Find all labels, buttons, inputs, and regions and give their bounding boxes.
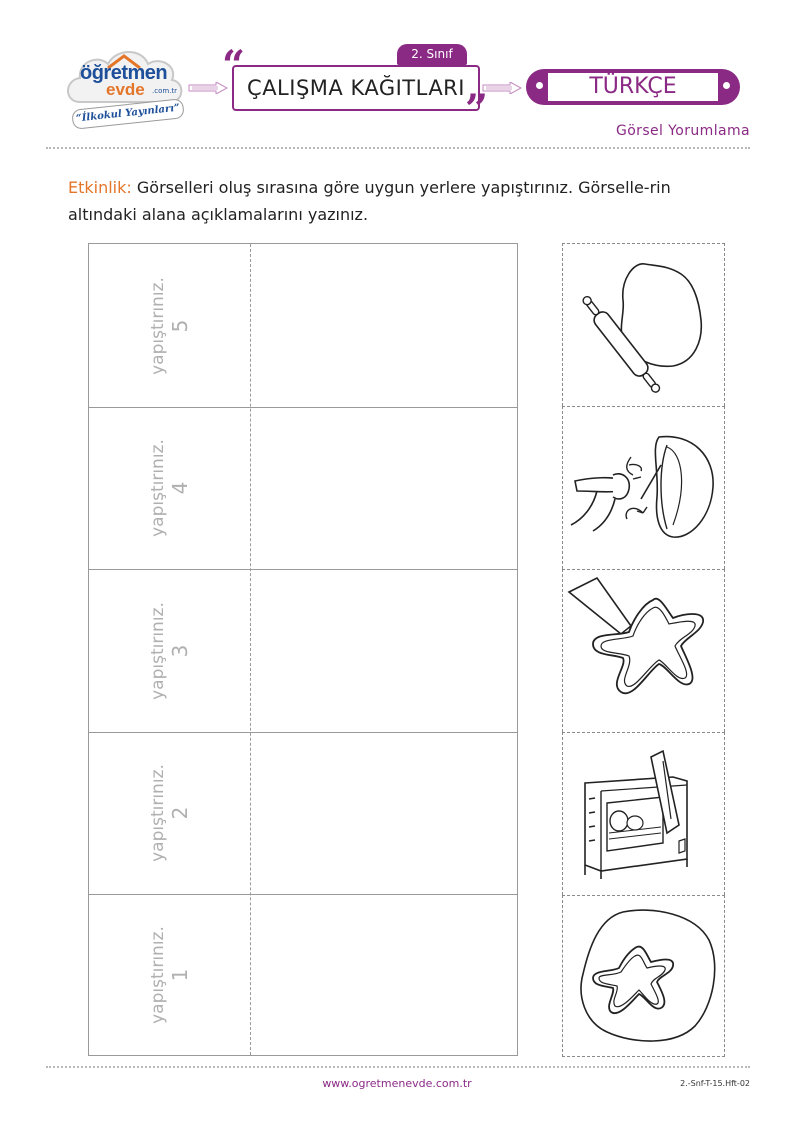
paste-slot[interactable] <box>89 569 251 732</box>
paste-instruction: yapıştırınız. <box>148 764 168 862</box>
cutout-card[interactable] <box>562 569 725 732</box>
quote-open-icon: “ <box>222 42 246 89</box>
slot-number: 4 <box>168 481 192 495</box>
oven-icon <box>563 733 726 896</box>
divider <box>46 147 750 149</box>
divider <box>46 1066 750 1068</box>
bullet-dot-icon <box>723 82 730 89</box>
instruction-label: Etkinlik: <box>68 178 132 197</box>
logo-tagline: “İlkokul Yayınları” <box>71 98 184 130</box>
bullet-dot-icon <box>536 82 543 89</box>
cookie-cutter-dough-icon <box>563 896 726 1058</box>
worksheet-title: ÇALIŞMA KAĞITLARI <box>247 76 465 100</box>
paste-slot[interactable] <box>89 244 251 407</box>
cutout-card[interactable] <box>562 895 725 1057</box>
mixing-bowl-icon <box>563 407 726 570</box>
paste-instruction: yapıştırınız. <box>148 439 168 537</box>
topic-label: Görsel Yorumlama <box>615 123 750 139</box>
publisher-logo <box>62 38 192 133</box>
slot-number: 5 <box>168 319 192 332</box>
cutout-card[interactable] <box>562 243 725 406</box>
paste-instruction: yapıştırınız. <box>148 601 168 700</box>
instruction <box>68 174 728 228</box>
logo-brand-top: öğretmen <box>80 62 168 84</box>
rolling-pin-dough-icon <box>563 244 726 407</box>
paste-grid <box>88 243 518 1056</box>
cutout-card[interactable] <box>562 406 725 569</box>
quote-close-icon: ” <box>465 86 489 133</box>
paste-instruction: yapıştırınız. <box>148 276 168 375</box>
logo-brand-bottom: evde <box>106 80 145 99</box>
grade-badge: 2. Sınıf <box>397 44 467 65</box>
logo-domain: .com.tr <box>152 87 178 95</box>
paste-slot[interactable] <box>89 894 251 1056</box>
slot-number: 1 <box>168 968 192 982</box>
footer-url[interactable]: www.ogretmenevde.com.tr <box>322 1077 472 1090</box>
footer-code: 2.-Snf-T-15.Hft-02 <box>680 1079 750 1088</box>
paste-instruction: yapıştırınız. <box>148 926 168 1024</box>
paste-slot[interactable] <box>89 407 251 569</box>
paste-slot[interactable] <box>89 732 251 894</box>
icing-cookie-icon <box>563 570 726 733</box>
cutout-column <box>562 243 725 1057</box>
slot-number: 2 <box>168 806 192 820</box>
cutout-card[interactable] <box>562 732 725 895</box>
subject-title: TÜRKÇE <box>589 74 677 99</box>
slot-number: 3 <box>168 644 192 657</box>
instruction-text: Görselleri oluş sırasına göre uygun yerlere yapıştırınız. Görselle-rin altındaki alana açıklamalarını yazınız. <box>68 178 671 224</box>
